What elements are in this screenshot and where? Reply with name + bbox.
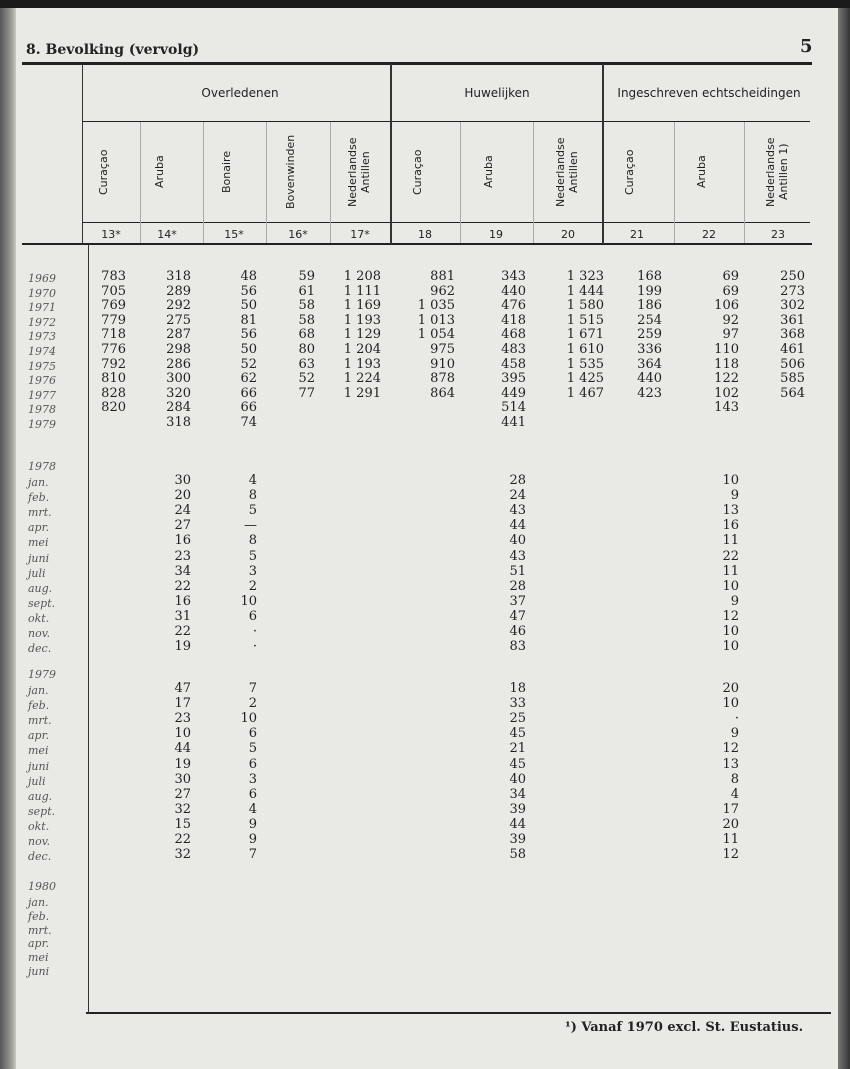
table-cell: 289 <box>166 283 191 299</box>
table-cell: 25 <box>509 711 526 727</box>
row-label: aug. <box>28 789 53 803</box>
table-cell: 395 <box>501 371 526 387</box>
table-cell: 118 <box>714 356 739 372</box>
table-cell: 292 <box>166 298 191 314</box>
table-cell: 15 <box>174 816 191 832</box>
table-cell: 9 <box>248 816 257 832</box>
table-cell: 564 <box>780 385 805 401</box>
table-cell: 9 <box>730 726 739 742</box>
table-cell: 28 <box>509 473 526 488</box>
table-cell: 275 <box>166 312 191 328</box>
table-cell: 32 <box>174 801 191 817</box>
table-cell: 5 <box>248 503 257 519</box>
table-cell: 74 <box>240 415 257 430</box>
scan-border-top <box>0 0 850 8</box>
table-cell: 47 <box>509 608 526 624</box>
table-cell: 97 <box>722 327 739 343</box>
table-cell: 19 <box>174 639 191 655</box>
row-label: mei <box>28 744 49 758</box>
table-cell: 5 <box>248 548 257 564</box>
table-cell: 10 <box>722 624 739 639</box>
header-bottom-rule <box>22 243 812 245</box>
table-cell: 22 <box>174 624 191 639</box>
table-cell: 458 <box>501 356 526 372</box>
table-cell: 810 <box>101 371 126 387</box>
table-cell: 102 <box>714 385 739 401</box>
table-cell: 32 <box>174 847 191 863</box>
table-cell: 6 <box>248 786 257 802</box>
table-bottom-rule <box>86 1012 831 1014</box>
row-label: mrt. <box>28 923 52 937</box>
table-cell: — <box>244 518 257 534</box>
column-header: Nederlandse Antillen <box>554 137 580 207</box>
row-label: juni <box>28 965 50 978</box>
row-label: jan. <box>28 476 49 489</box>
column-header: Nederlandse Antillen 1) <box>764 137 790 207</box>
table-cell: 45 <box>509 726 526 742</box>
table-cell: 68 <box>298 327 315 343</box>
column-number: 13* <box>101 228 121 241</box>
table-cell: 792 <box>101 356 126 372</box>
footnote: ¹) Vanaf 1970 excl. St. Eustatius. <box>565 1020 804 1035</box>
column-number: 15* <box>224 228 244 241</box>
column-header: Nederlandse Antillen <box>346 137 372 207</box>
column-number: 20 <box>561 228 575 241</box>
row-label: sept. <box>28 804 56 818</box>
table-cell: 37 <box>509 593 526 609</box>
table-cell: 259 <box>637 327 662 343</box>
page-number: 5 <box>800 36 813 57</box>
column-header: Aruba <box>695 155 708 189</box>
table-cell: 8 <box>248 533 257 549</box>
row-label: 1974 <box>28 345 56 358</box>
table-cell: 476 <box>501 298 526 314</box>
row-label: jan. <box>28 896 49 909</box>
column-number: 17* <box>350 228 370 241</box>
section-title: 8. Bevolking (vervolg) <box>26 42 200 58</box>
table-cell: 22 <box>174 578 191 594</box>
table-cell: 61 <box>298 283 315 299</box>
row-label: okt. <box>28 819 50 833</box>
table-cell: 52 <box>240 356 257 372</box>
table-cell: 12 <box>722 741 739 757</box>
table-cell: 143 <box>714 400 739 416</box>
table-cell: 468 <box>501 327 526 343</box>
row-label: 1979 <box>28 418 56 431</box>
table-cell: 40 <box>509 771 526 787</box>
year-label: 1979 <box>28 668 56 681</box>
table-cell: 110 <box>714 342 739 357</box>
table-cell: 828 <box>101 385 126 401</box>
table-cell: 1 425 <box>566 371 604 387</box>
table-cell: 461 <box>780 342 805 357</box>
row-label: juli <box>28 566 46 580</box>
table-cell: 1 169 <box>343 298 381 314</box>
table-cell: 4 <box>248 473 257 488</box>
row-label: sept. <box>28 596 56 610</box>
table-cell: 1 467 <box>566 385 604 401</box>
table-cell: 50 <box>240 342 257 357</box>
row-label: mrt. <box>28 506 52 520</box>
table-cell: 80 <box>298 342 315 357</box>
table-cell: 77 <box>298 385 315 401</box>
column-header: Aruba <box>153 155 166 189</box>
table-cell: 1 193 <box>343 356 381 372</box>
table-cell: 1 291 <box>343 385 381 401</box>
table-cell: 1 323 <box>566 269 604 284</box>
table-cell: 881 <box>430 269 455 284</box>
table-cell: 63 <box>298 356 315 372</box>
column-header: Curaçao <box>411 149 424 195</box>
row-label: nov. <box>28 835 51 848</box>
table-cell: 962 <box>430 283 455 299</box>
table-cell: 30 <box>174 771 191 787</box>
table-cell: 320 <box>166 385 191 401</box>
table-cell: 12 <box>722 847 739 863</box>
divider <box>674 122 675 243</box>
table-cell: 779 <box>101 312 126 328</box>
row-label: 1970 <box>28 286 56 300</box>
table-cell: 58 <box>298 298 315 314</box>
table-cell: 2 <box>248 696 257 712</box>
table-cell: 92 <box>722 312 739 328</box>
table-cell: 39 <box>509 801 526 817</box>
table-cell: 28 <box>509 578 526 594</box>
row-label: feb. <box>28 909 50 923</box>
table-cell: 318 <box>166 415 191 430</box>
row-label: juni <box>28 759 50 773</box>
table-cell: 6 <box>248 756 257 772</box>
table-cell: 52 <box>298 371 315 387</box>
table-cell: 18 <box>509 681 526 696</box>
row-label: 1969 <box>28 272 56 285</box>
row-label: 1973 <box>28 330 56 344</box>
table-cell: 6 <box>248 608 257 624</box>
table-cell: 58 <box>298 312 315 328</box>
table-cell: 20 <box>722 816 739 832</box>
table-cell: 51 <box>509 563 526 579</box>
table-cell: 1 054 <box>417 327 455 343</box>
divider <box>140 122 141 243</box>
table-cell: 11 <box>722 832 739 847</box>
table-cell: 318 <box>166 269 191 284</box>
table-cell: 44 <box>509 816 526 832</box>
table-cell: 286 <box>166 356 191 372</box>
table-cell: 423 <box>637 385 662 401</box>
divider <box>744 122 745 243</box>
table-cell: 23 <box>174 548 191 564</box>
year-label: 1980 <box>28 880 56 893</box>
divider <box>82 64 83 244</box>
table-cell: 10 <box>240 593 257 609</box>
table-cell: 250 <box>780 269 805 284</box>
divider <box>266 122 267 243</box>
table-cell: 17 <box>722 801 739 817</box>
row-label: mei <box>28 951 49 965</box>
table-cell: 284 <box>166 400 191 416</box>
table-cell: 47 <box>174 681 191 696</box>
table-cell: 43 <box>509 503 526 519</box>
table-cell: 705 <box>101 283 126 299</box>
table-cell: 16 <box>174 533 191 549</box>
table-cell: 273 <box>780 283 805 299</box>
row-label: 1977 <box>28 388 56 402</box>
row-label: juni <box>28 551 50 565</box>
table-cell: 7 <box>248 681 257 696</box>
table-cell: 1 671 <box>566 327 604 343</box>
divider <box>533 122 534 243</box>
table-cell: 440 <box>637 371 662 387</box>
table-cell: 48 <box>240 269 257 284</box>
row-label: dec. <box>28 850 52 864</box>
row-label: apr. <box>28 521 50 535</box>
table-cell: 298 <box>166 342 191 357</box>
table-cell: 186 <box>637 298 662 314</box>
table-cell: 66 <box>240 400 257 416</box>
table-cell: 10 <box>174 726 191 742</box>
row-label: 1972 <box>28 315 56 329</box>
group-rule <box>82 121 810 122</box>
table-cell: 66 <box>240 385 257 401</box>
table-cell: 20 <box>174 488 191 504</box>
table-cell: 34 <box>509 786 526 802</box>
row-label: 1978 <box>28 403 56 417</box>
column-number: 16* <box>288 228 308 241</box>
table-cell: 11 <box>722 533 739 549</box>
table-cell: 40 <box>509 533 526 549</box>
row-label: 1976 <box>28 374 56 388</box>
table-cell: 8 <box>248 488 257 504</box>
divider <box>460 122 461 243</box>
table-cell: 106 <box>714 298 739 314</box>
row-label: apr. <box>28 729 50 743</box>
table-cell: 449 <box>501 385 526 401</box>
row-label: 1971 <box>28 301 56 315</box>
table-cell: 199 <box>637 283 662 299</box>
table-cell: 33 <box>509 696 526 712</box>
table-cell: 56 <box>240 283 257 299</box>
table-cell: 62 <box>240 371 257 387</box>
table-cell: 24 <box>174 503 191 519</box>
table-cell: 24 <box>509 488 526 504</box>
table-cell: 514 <box>501 400 526 416</box>
table-cell: 361 <box>780 312 805 328</box>
table-cell: 1 535 <box>566 356 604 372</box>
table-cell: 254 <box>637 312 662 328</box>
row-label: mrt. <box>28 714 52 728</box>
table-cell: 776 <box>101 342 126 357</box>
table-cell: 1 129 <box>343 327 381 343</box>
table-cell: 5 <box>248 741 257 757</box>
table-cell: 2 <box>248 578 257 594</box>
column-header: Aruba <box>482 155 495 189</box>
table-cell: 39 <box>509 832 526 847</box>
table-cell: 6 <box>248 726 257 742</box>
table-cell: 4 <box>730 786 739 802</box>
table-cell: 23 <box>174 711 191 727</box>
table-cell: 1 204 <box>343 342 381 357</box>
table-cell: 168 <box>637 269 662 284</box>
table-cell: 81 <box>240 312 257 328</box>
row-label: feb. <box>28 491 50 505</box>
table-cell: 336 <box>637 342 662 357</box>
table-cell: 10 <box>722 639 739 655</box>
row-label: jan. <box>28 684 49 697</box>
table-cell: 44 <box>174 741 191 757</box>
table-cell: 769 <box>101 298 126 314</box>
table-cell: 22 <box>722 548 739 564</box>
table-cell: 3 <box>248 563 257 579</box>
table-cell: 1 515 <box>566 312 604 328</box>
column-number: 21 <box>630 228 644 241</box>
table-top-rule <box>22 62 812 65</box>
table-cell: 878 <box>430 371 455 387</box>
scan-border-right <box>838 8 850 1069</box>
table-cell: 16 <box>174 593 191 609</box>
table-cell: 50 <box>240 298 257 314</box>
table-cell: 12 <box>722 608 739 624</box>
table-cell: 820 <box>101 400 126 416</box>
table-cell: 7 <box>248 847 257 863</box>
table-cell: 418 <box>501 312 526 328</box>
table-cell: 4 <box>248 801 257 817</box>
table-cell: 10 <box>722 473 739 488</box>
group-echtscheidingen: Ingeschreven echtscheidingen <box>617 86 801 100</box>
table-cell: 83 <box>509 639 526 655</box>
table-cell: 27 <box>174 518 191 534</box>
year-label: 1978 <box>28 460 56 473</box>
table-cell: 13 <box>722 756 739 772</box>
divider <box>203 122 204 243</box>
row-label: juli <box>28 774 46 788</box>
group-huwelijken: Huwelijken <box>464 86 530 100</box>
table-cell: 10 <box>722 696 739 712</box>
table-cell: 56 <box>240 327 257 343</box>
table-cell: 69 <box>722 283 739 299</box>
table-cell: 440 <box>501 283 526 299</box>
table-cell: 585 <box>780 371 805 387</box>
table-cell: 783 <box>101 269 126 284</box>
row-label: nov. <box>28 627 51 640</box>
table-cell: 287 <box>166 327 191 343</box>
table-cell: 58 <box>509 847 526 863</box>
table-cell: 8 <box>730 771 739 787</box>
row-label: dec. <box>28 642 52 656</box>
divider <box>330 122 331 243</box>
table-cell: · <box>734 711 739 727</box>
table-cell: 13 <box>722 503 739 519</box>
table-cell: 1 193 <box>343 312 381 328</box>
table-cell: 16 <box>722 518 739 534</box>
table-cell: 864 <box>430 385 455 401</box>
column-header: Bonaire <box>220 150 233 194</box>
table-cell: 910 <box>430 356 455 372</box>
table-cell: 20 <box>722 681 739 696</box>
column-header: Bovenwinden <box>284 134 297 210</box>
table-cell: · <box>252 624 257 639</box>
column-header: Curaçao <box>623 149 636 195</box>
row-label: aug. <box>28 581 53 595</box>
table-cell: 975 <box>430 342 455 357</box>
table-cell: 122 <box>714 371 739 387</box>
book-gutter <box>0 8 16 1069</box>
table-cell: 10 <box>240 711 257 727</box>
table-cell: 17 <box>174 696 191 712</box>
column-number: 19 <box>489 228 503 241</box>
colnum-top-rule <box>82 222 810 223</box>
table-cell: 483 <box>501 342 526 357</box>
table-cell: 21 <box>509 741 526 757</box>
row-label: mei <box>28 536 49 550</box>
table-cell: 1 111 <box>343 283 381 299</box>
table-cell: 368 <box>780 327 805 343</box>
table-cell: 300 <box>166 371 191 387</box>
column-number: 22 <box>702 228 716 241</box>
table-cell: 22 <box>174 832 191 847</box>
table-cell: 441 <box>501 415 526 430</box>
table-cell: 43 <box>509 548 526 564</box>
table-cell: 3 <box>248 771 257 787</box>
table-cell: · <box>252 639 257 655</box>
table-cell: 1 444 <box>566 283 604 299</box>
table-cell: 1 208 <box>343 269 381 284</box>
column-number: 23 <box>771 228 785 241</box>
table-cell: 30 <box>174 473 191 488</box>
column-number: 14* <box>157 228 177 241</box>
table-cell: 364 <box>637 356 662 372</box>
group-overledenen: Overledenen <box>201 86 279 100</box>
table-cell: 10 <box>722 578 739 594</box>
row-label: feb. <box>28 699 50 713</box>
table-cell: 1 224 <box>343 371 381 387</box>
table-cell: 718 <box>101 327 126 343</box>
table-cell: 69 <box>722 269 739 284</box>
table-cell: 1 013 <box>417 312 455 328</box>
table-cell: 1 610 <box>566 342 604 357</box>
row-label: 1975 <box>28 359 56 373</box>
table-cell: 343 <box>501 269 526 284</box>
table-cell: 9 <box>730 593 739 609</box>
table-cell: 302 <box>780 298 805 314</box>
column-number: 18 <box>418 228 432 241</box>
table-cell: 31 <box>174 608 191 624</box>
table-cell: 506 <box>780 356 805 372</box>
table-cell: 11 <box>722 563 739 579</box>
table-cell: 1 035 <box>417 298 455 314</box>
table-cell: 34 <box>174 563 191 579</box>
table-cell: 9 <box>248 832 257 847</box>
row-label: okt. <box>28 611 50 625</box>
row-label: apr. <box>28 937 50 951</box>
table-cell: 46 <box>509 624 526 639</box>
table-cell: 1 580 <box>566 298 604 314</box>
table-cell: 44 <box>509 518 526 534</box>
table-cell: 45 <box>509 756 526 772</box>
table-cell: 19 <box>174 756 191 772</box>
table-cell: 59 <box>298 269 315 284</box>
column-header: Curaçao <box>97 149 110 195</box>
table-cell: 27 <box>174 786 191 802</box>
table-cell: 9 <box>730 488 739 504</box>
